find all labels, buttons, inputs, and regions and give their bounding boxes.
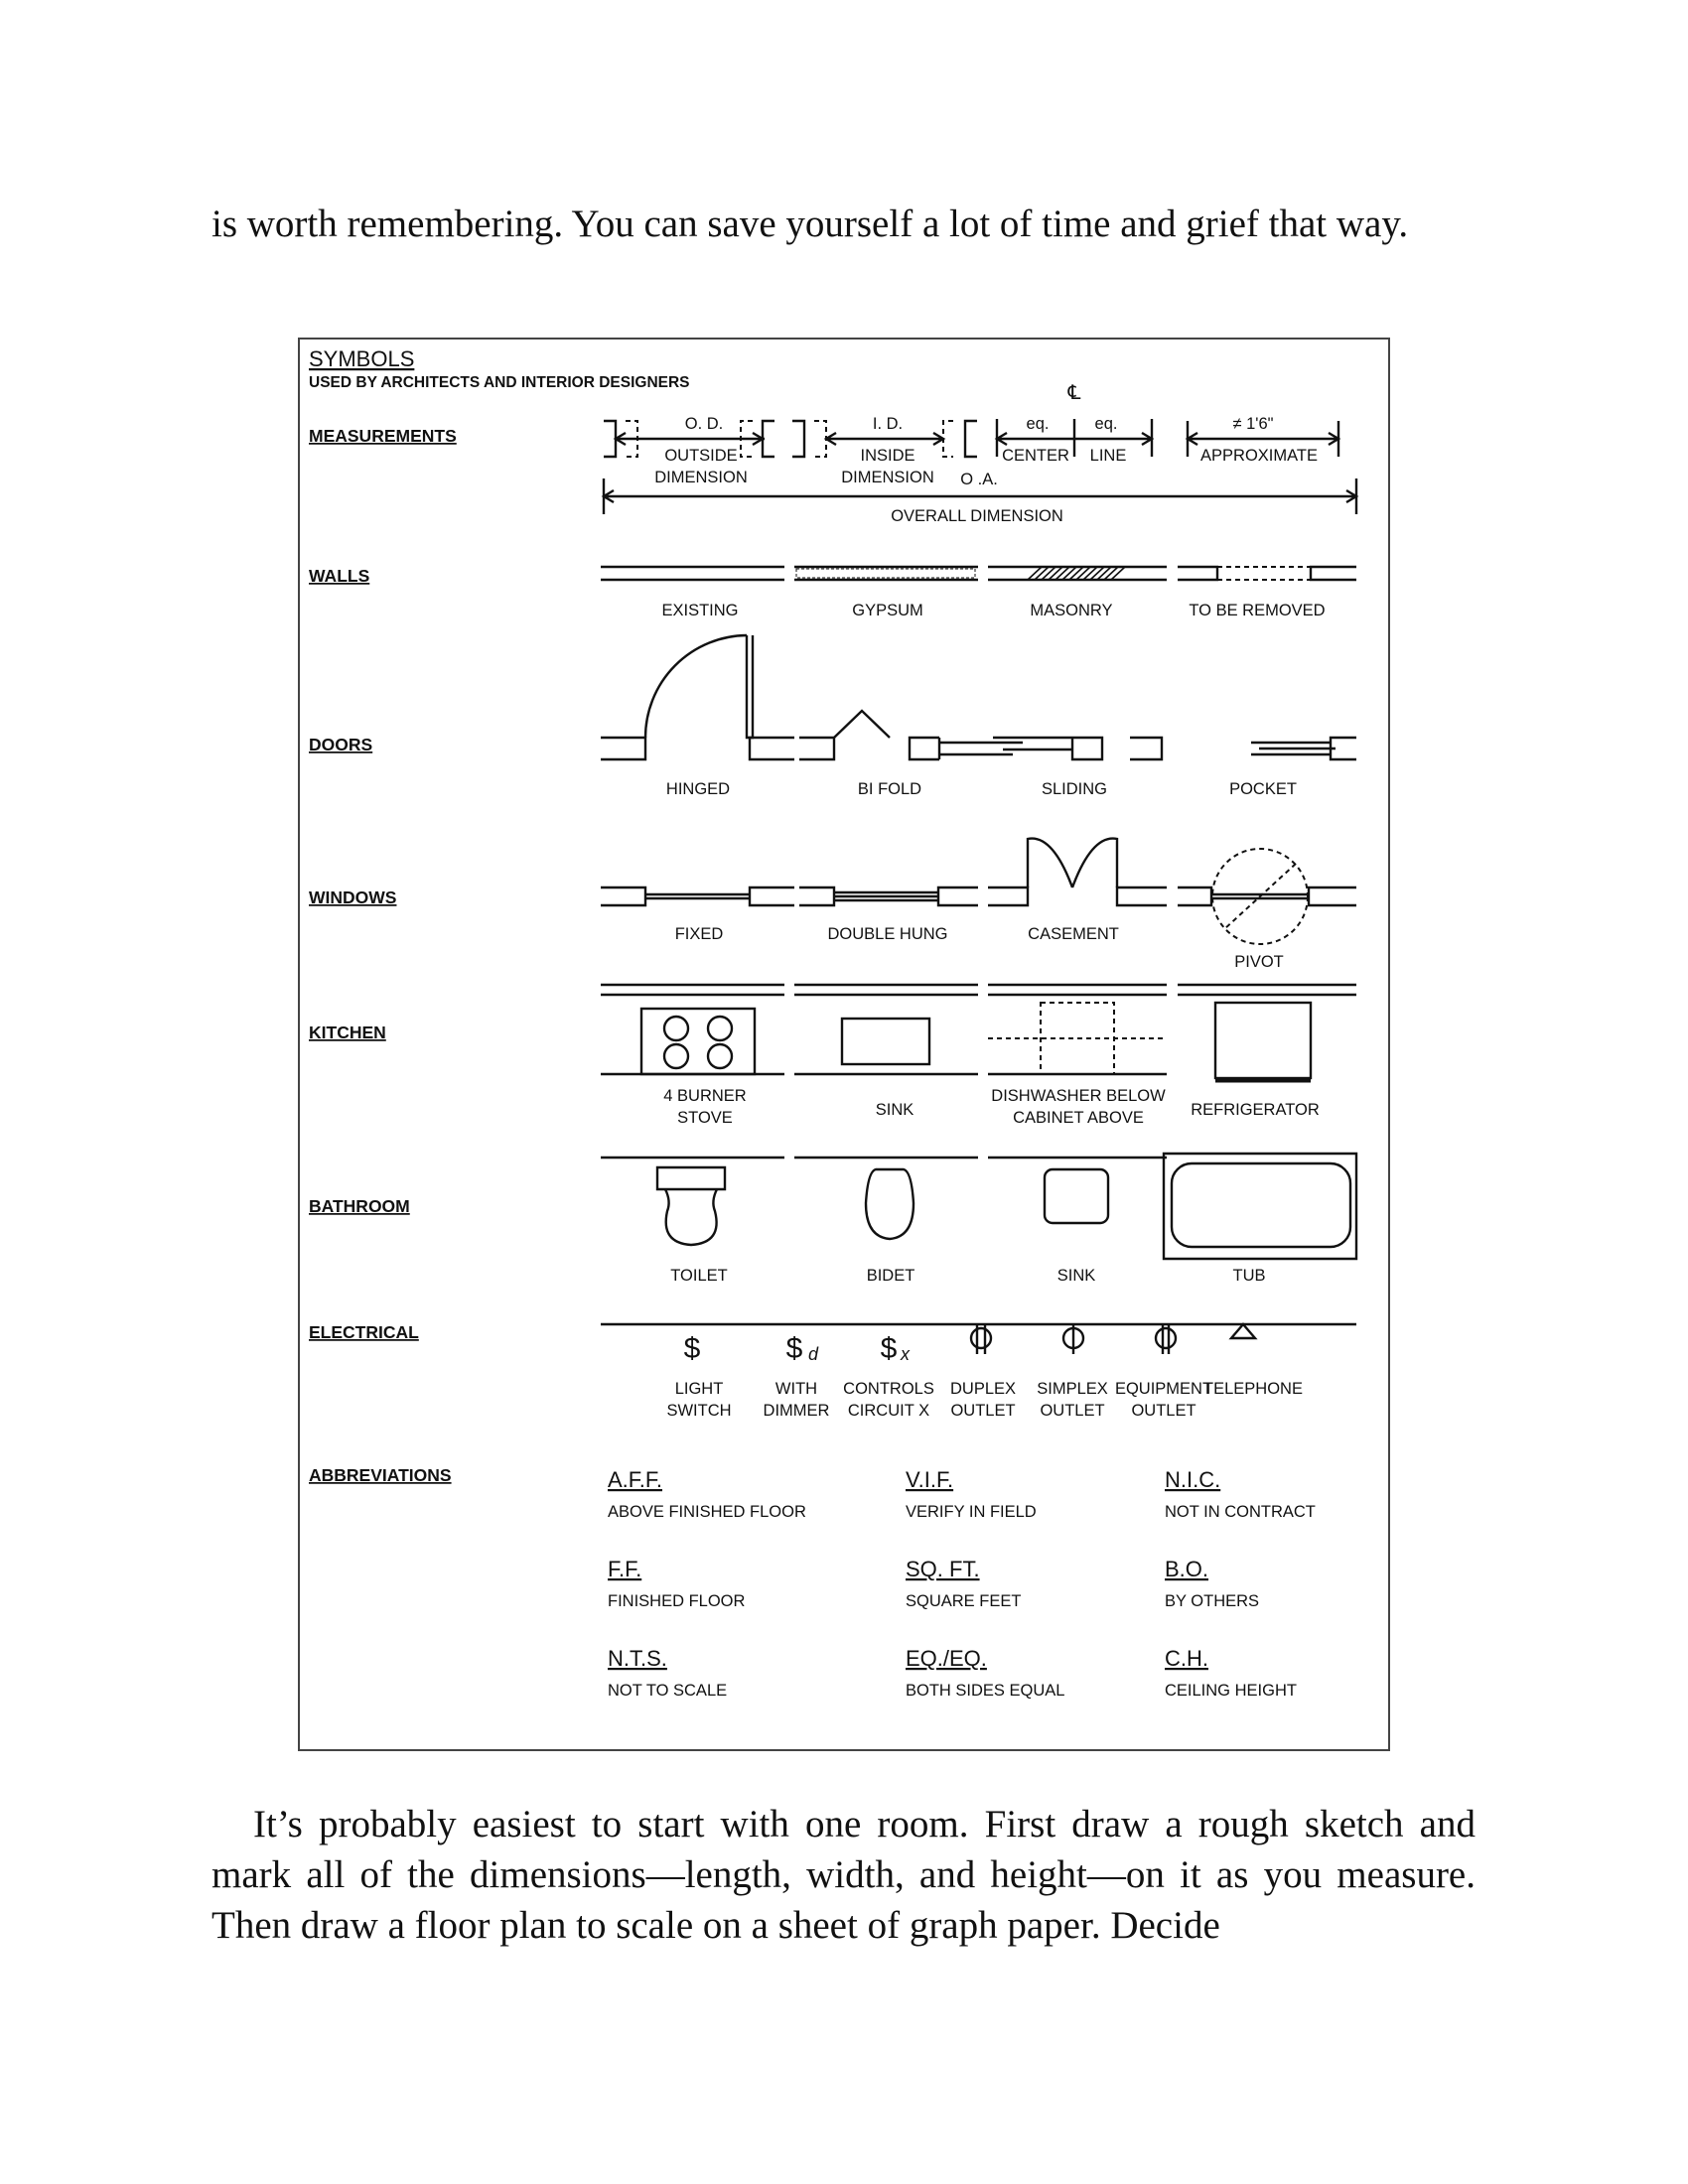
electrical-label: ELECTRICAL <box>309 1322 419 1342</box>
abbr-vif: V.I.F. <box>906 1467 954 1492</box>
controls-subscript: x <box>901 1344 910 1364</box>
door-sliding-symbol <box>910 738 1102 759</box>
center-label: CENTER <box>1002 447 1069 465</box>
abbr-ch-desc: CEILING HEIGHT <box>1165 1682 1297 1700</box>
abbr-bo: B.O. <box>1165 1557 1209 1581</box>
simplex-label-1: SIMPLEX <box>1037 1380 1108 1398</box>
abbr-aff-desc: ABOVE FINISHED FLOOR <box>608 1503 806 1521</box>
window-double-hung-symbol <box>799 887 978 905</box>
measurements-row <box>309 382 1356 525</box>
dishwasher-label-1: DISHWASHER BELOW <box>991 1087 1166 1105</box>
oa-abbr: O .A. <box>960 471 998 488</box>
bottom-paragraph-text: It’s probably easiest to start with one room. First draw a rough sketch and mark all of the dimensions—length, width, and height—on it as you measure. Then draw a floor plan to scale on a sheet of graph paper. Decide <box>211 1803 1476 1947</box>
duplex-label-2: OUTLET <box>950 1402 1016 1420</box>
dimmer-label-1: WITH <box>774 1380 818 1398</box>
dimmer-switch-symbol: $ <box>785 1332 803 1365</box>
symbols-figure <box>298 338 1390 1752</box>
controls-label-1: CONTROLS <box>843 1380 934 1398</box>
abbr-nic-desc: NOT IN CONTRACT <box>1165 1503 1316 1521</box>
windows-row <box>309 839 1356 971</box>
telephone-label: TELEPHONE <box>1203 1380 1303 1398</box>
dimmer-label-2: DIMMER <box>763 1402 830 1420</box>
door-bifold-label: BI FOLD <box>857 780 922 798</box>
abbr-sqft-desc: SQUARE FEET <box>906 1592 1022 1610</box>
simplex-label-2: OUTLET <box>1040 1402 1105 1420</box>
light-switch-label-1: LIGHT <box>674 1380 724 1398</box>
window-pivot-symbol <box>1178 849 1356 944</box>
toilet-label: TOILET <box>670 1267 728 1285</box>
abbr-sqft: SQ. FT. <box>906 1557 980 1581</box>
window-casement-label: CASEMENT <box>1028 925 1119 943</box>
abbr-nts-desc: NOT TO SCALE <box>608 1682 728 1700</box>
figure-title: SYMBOLS <box>309 346 415 371</box>
od-label-2: DIMENSION <box>654 469 748 486</box>
wall-gypsum-symbol <box>794 567 978 580</box>
window-pivot-label: PIVOT <box>1234 953 1284 971</box>
controls-switch-symbol: $ <box>880 1332 898 1365</box>
kitchen-label: KITCHEN <box>309 1023 386 1042</box>
id-label-1: INSIDE <box>860 447 915 465</box>
figure-subtitle: USED BY ARCHITECTS AND INTERIOR DESIGNERS <box>309 374 690 391</box>
stove-label-1: 4 BURNER <box>663 1087 747 1105</box>
abbr-nts: N.T.S. <box>608 1646 667 1671</box>
wall-existing-symbol <box>601 567 784 580</box>
kitchen-counter-lines <box>601 985 1356 1074</box>
stove-symbol <box>641 1009 755 1074</box>
door-pocket-label: POCKET <box>1229 780 1297 798</box>
refrigerator-label: REFRIGERATOR <box>1191 1101 1320 1119</box>
wall-to-be-removed-symbol <box>1178 567 1356 580</box>
telephone-symbol <box>1231 1324 1255 1338</box>
dishwasher-label-2: CABINET ABOVE <box>1013 1109 1144 1127</box>
od-label-1: OUTSIDE <box>664 447 738 465</box>
wall-to-be-removed-label: TO BE REMOVED <box>1189 602 1326 619</box>
light-switch-symbol: $ <box>683 1332 701 1365</box>
abbr-ff: F.F. <box>608 1557 642 1581</box>
window-fixed-label: FIXED <box>674 925 724 943</box>
simplex-outlet-symbol <box>1063 1324 1083 1354</box>
doors-row <box>309 635 1356 798</box>
stove-label-2: STOVE <box>677 1109 733 1127</box>
light-switch-label-2: SWITCH <box>666 1402 732 1420</box>
top-paragraph-text: is worth remembering. You can save yourself a lot of time and grief that way. <box>211 203 1409 245</box>
abbr-vif-desc: VERIFY IN FIELD <box>906 1503 1037 1521</box>
figure-frame <box>299 339 1389 1750</box>
door-hinged-symbol <box>601 635 794 759</box>
electrical-row <box>309 1322 1356 1420</box>
windows-label: WINDOWS <box>309 887 397 907</box>
dishwasher-symbol <box>988 1003 1167 1074</box>
bidet-symbol <box>866 1169 914 1239</box>
bathroom-row <box>309 1154 1356 1285</box>
walls-label: WALLS <box>309 566 370 586</box>
eq-left: eq. <box>1026 415 1050 433</box>
wall-masonry-label: MASONRY <box>1030 602 1113 619</box>
equipment-outlet-symbol <box>1156 1324 1176 1354</box>
bathroom-label: BATHROOM <box>309 1196 410 1216</box>
window-double-hung-label: DOUBLE HUNG <box>827 925 948 943</box>
od-abbr: O. D. <box>684 415 724 433</box>
bathroom-sink-label: SINK <box>1056 1267 1096 1285</box>
tub-symbol <box>1172 1163 1350 1247</box>
overall-label: OVERALL DIMENSION <box>891 507 1063 525</box>
wall-masonry-symbol <box>988 567 1167 580</box>
wall-existing-label: EXISTING <box>661 602 739 619</box>
abbr-eqeq: EQ./EQ. <box>906 1646 987 1671</box>
measurements-label: MEASUREMENTS <box>309 426 457 446</box>
bidet-label: BIDET <box>866 1267 915 1285</box>
top-paragraph <box>211 199 1476 249</box>
approx-label: APPROXIMATE <box>1200 447 1318 465</box>
id-label-2: DIMENSION <box>841 469 934 486</box>
abbr-ff-desc: FINISHED FLOOR <box>608 1592 746 1610</box>
tub-label: TUB <box>1232 1267 1266 1285</box>
window-fixed-symbol <box>601 887 794 905</box>
duplex-label-1: DUPLEX <box>949 1380 1017 1398</box>
id-abbr: I. D. <box>872 415 904 433</box>
abbr-bo-desc: BY OTHERS <box>1165 1592 1260 1610</box>
door-pocket-symbol <box>1130 738 1356 759</box>
equipment-label-1: EQUIPMENT <box>1114 1380 1213 1398</box>
door-hinged-label: HINGED <box>665 780 731 798</box>
abbr-nic: N.I.C. <box>1165 1467 1221 1492</box>
eq-right: eq. <box>1094 415 1118 433</box>
door-bifold-symbol <box>799 711 890 759</box>
abbr-eqeq-desc: BOTH SIDES EQUAL <box>906 1682 1065 1700</box>
controls-label-2: CIRCUIT X <box>847 1402 930 1420</box>
wall-gypsum-label: GYPSUM <box>852 602 923 619</box>
equipment-label-2: OUTLET <box>1131 1402 1196 1420</box>
kitchen-row <box>309 985 1356 1127</box>
centerline-symbol: ℄ <box>1067 382 1081 404</box>
refrigerator-symbol <box>1215 1003 1311 1080</box>
abbr-ch: C.H. <box>1165 1646 1208 1671</box>
abbreviations-label: ABBREVIATIONS <box>309 1465 452 1485</box>
duplex-outlet-symbol <box>971 1324 991 1354</box>
door-sliding-label: SLIDING <box>1041 780 1108 798</box>
window-casement-symbol <box>988 839 1167 905</box>
doors-label: DOORS <box>309 735 373 754</box>
approx-value: ≠ 1'6" <box>1232 415 1274 433</box>
abbreviations-row <box>309 1465 1316 1700</box>
bottom-paragraph <box>211 1799 1476 1951</box>
dimmer-subscript: d <box>808 1344 819 1364</box>
abbr-aff: A.F.F. <box>608 1467 663 1492</box>
kitchen-sink-label: SINK <box>875 1101 914 1119</box>
walls-row <box>309 566 1356 619</box>
line-label: LINE <box>1089 447 1127 465</box>
toilet-symbol <box>657 1167 725 1245</box>
bathroom-sink-symbol <box>1045 1169 1108 1223</box>
kitchen-sink-symbol <box>842 1019 929 1064</box>
